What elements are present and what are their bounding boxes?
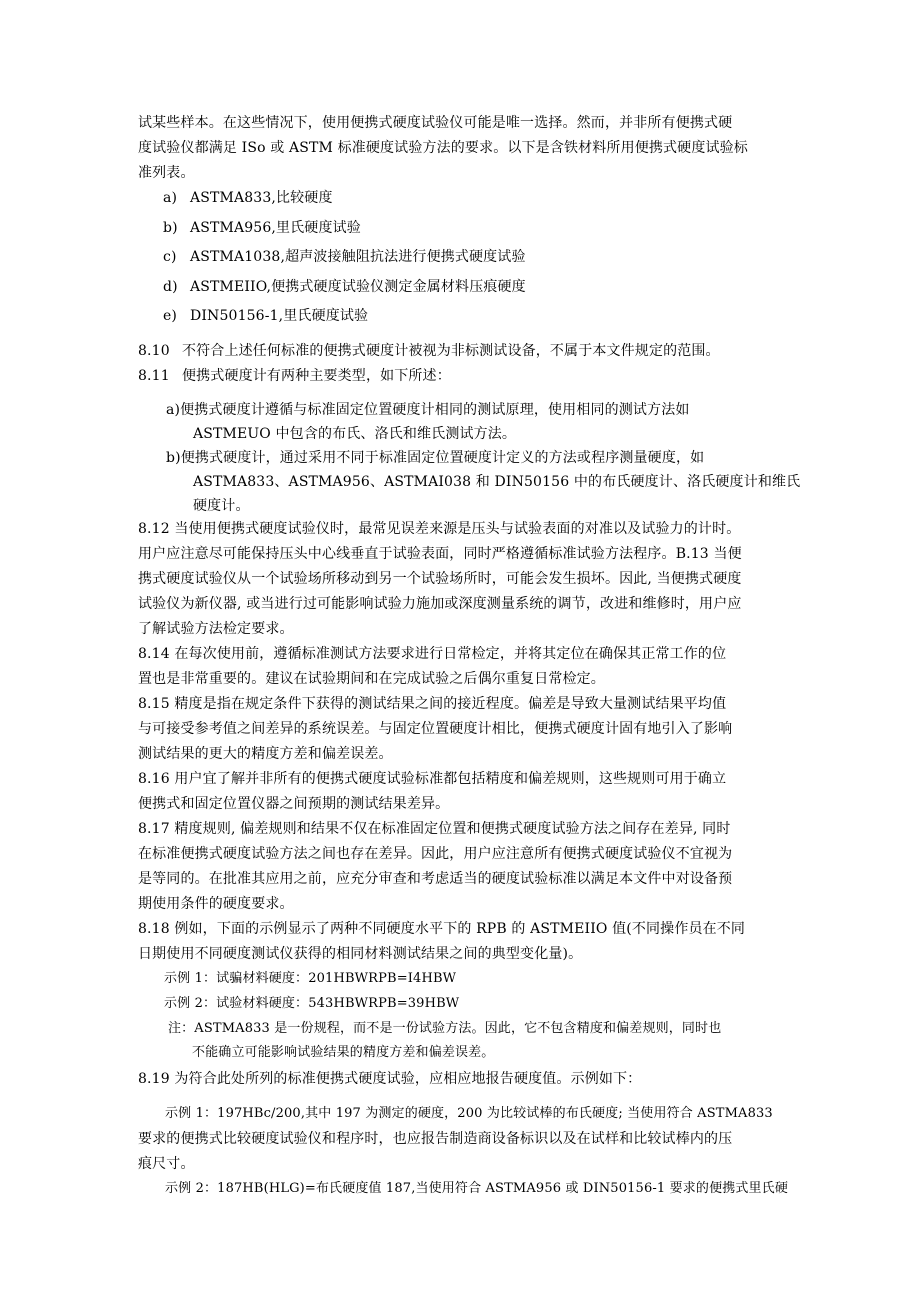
paragraph-line: 与可接受参考值之间差异的系统误差。与固定位置硬度计相比，便携式硬度计固有地引入了影响 <box>138 721 733 737</box>
section-text: 便携式硬度计有两种主要类型，如下所述： <box>182 368 451 384</box>
list-item-b <box>163 218 361 238</box>
section-text: 不符合上述任何标准的便携式硬度计被视为非标测试设备，不属于本文件规定的范围。 <box>182 343 720 359</box>
paragraph-line: 了解试验方法检定要求。 <box>138 621 294 637</box>
section-8-14: 8.14 在每次使用前，遵循标准测试方法要求进行日常检定，并将其定位在确保其正常工作的位 <box>138 646 727 662</box>
list-label: e) <box>163 308 178 324</box>
paragraph-line: 期使用条件的硬度要求。 <box>138 896 294 912</box>
type-b-line: ASTMA833、ASTMA956、ASTMAI038 和 DIN50156 中的布氏硬度计、洛氏硬度计和维氏 <box>193 474 801 490</box>
list-label: d) <box>163 279 178 295</box>
section-8-18: 8.18 例如，下面的示例显示了两种不同硬度水平下的 RPB 的 ASTMEIIO 值(不同操作员在不同 <box>138 921 746 937</box>
paragraph-line: 试验仪为新仪器, 或当进行过可能影响试验力施加或深度测量系统的调节，改进和维修时，用户应 <box>138 596 742 612</box>
example-line: 示例 2：187HB(HLG)=布氏硬度值 187,当使用符合 ASTMA956 或 DIN50156-1 要求的便携式里氏硬 <box>165 1181 788 1196</box>
list-text: ASTMA1038,超声波接触阻抗法进行便携式硬度试验 <box>190 249 526 265</box>
type-b-line: 硬度计。 <box>193 498 250 514</box>
section-8-19: 8.19 为符合此处所列的标准便携式硬度试验，应相应地报告硬度值。示例如下： <box>138 1071 642 1087</box>
list-item-a <box>163 188 333 208</box>
section-8-11 <box>138 366 451 386</box>
section-number: 8.11 <box>138 368 170 384</box>
paragraph-line: 用户应注意尽可能保持压头中心线垂直于试验表面，同时严格遵循标准试验方法程序。B.13 当便 <box>138 546 742 562</box>
section-8-17: 8.17 精度规则, 偏差规则和结果不仅在标准固定位置和便携式硬度试验方法之间存在差异, 同时 <box>138 821 731 837</box>
paragraph-line: 携式硬度试验仪从一个试验场所移动到另一个试验场所时，可能会发生损坏。因此, 当便携式硬度 <box>138 571 742 587</box>
type-b-line: b)便携式硬度计，通过采用不同于标准固定位置硬度计定义的方法或程序测量硬度，如 <box>166 450 705 466</box>
paragraph-line: 是等同的。在批准其应用之前，应充分审查和考虑适当的硬度试验标准以满足本文件中对设备预 <box>138 871 733 887</box>
list-text: ASTMA956,里氏硬度试验 <box>190 220 361 236</box>
paragraph-line: 在标准便携式硬度试验方法之间也存在差异。因此，用户应注意所有便携式硬度试验仪不宜视为 <box>138 846 733 862</box>
section-number: 8.10 <box>138 343 170 359</box>
paragraph-line: 置也是非常重要的。建议在试验期间和在完成试验之后偶尔重复日常检定。 <box>138 671 605 687</box>
section-8-12: 8.12 当使用便携式硬度试验仪时，最常见误差来源是压头与试验表面的对准以及试验力的计时。 <box>138 521 741 537</box>
paragraph-line: 要求的便携式比较硬度试验仪和程序时，也应报告制造商设备标识以及在试样和比较试棒内的压 <box>138 1131 733 1147</box>
paragraph-line: 测试结果的更大的精度方差和偏差误差。 <box>138 746 393 762</box>
list-item-e <box>163 306 368 326</box>
list-text: DIN50156-1,里氏硬度试验 <box>190 308 369 324</box>
paragraph-line: 准列表。 <box>138 165 195 181</box>
list-label: b) <box>163 220 178 236</box>
paragraph-line: 便携式和固定位置仪器之间预期的测试结果差异。 <box>138 796 450 812</box>
note-line: 不能确立可能影响试验结果的精度方差和偏差误差。 <box>192 1045 495 1060</box>
section-8-16: 8.16 用户宜了解并非所有的便携式硬度试验标准都包括精度和偏差规则，这些规则可用于确立 <box>138 771 727 787</box>
example-line: 示例 1：试骗材料硬度：201HBWRPB=I4HBW <box>164 971 457 986</box>
section-8-15: 8.15 精度是指在规定条件下获得的测试结果之间的接近程度。偏差是导致大量测试结果平均值 <box>138 696 727 712</box>
list-item-d <box>163 277 526 297</box>
type-a-line: a)便携式硬度计遵循与标准固定位置硬度计相同的测试原理，使用相同的测试方法如 <box>166 402 690 418</box>
list-label: a) <box>163 190 178 206</box>
example-line: 示例 1：197HBc/200,其中 197 为测定的硬度，200 为比较试棒的布氏硬度; 当使用符合 ASTMA833 <box>165 1106 773 1121</box>
paragraph-line: 痕尺寸。 <box>138 1156 195 1172</box>
section-8-10 <box>138 341 720 361</box>
paragraph-line: 试某些样本。在这些情况下，使用便携式硬度试验仪可能是唯一选择。然而，并非所有便携式硬 <box>138 115 733 131</box>
type-a-line: ASTMEUO 中包含的布氏、洛氏和维氏测试方法。 <box>193 426 517 442</box>
paragraph-line: 日期使用不同硬度测试仪获得的相同材料测试结果之间的典型变化量)。 <box>138 946 583 962</box>
note-line: 注：ASTMA833 是一份规程，而不是一份试验方法。因此，它不包含精度和偏差规则，同时也 <box>168 1021 722 1036</box>
list-text: ASTMA833,比较硬度 <box>190 190 333 206</box>
list-text: ASTMEIIO,便携式硬度试验仪测定金属材料压痕硬度 <box>190 279 526 295</box>
list-label: c) <box>163 249 177 265</box>
example-line: 示例 2：试验材料硬度：543HBWRPB=39HBW <box>164 996 460 1011</box>
list-item-c <box>163 247 526 267</box>
paragraph-line: 度试验仪都满足 ISo 或 ASTM 标准硬度试验方法的要求。以下是含铁材料所用便携式硬度试验标 <box>138 140 748 156</box>
